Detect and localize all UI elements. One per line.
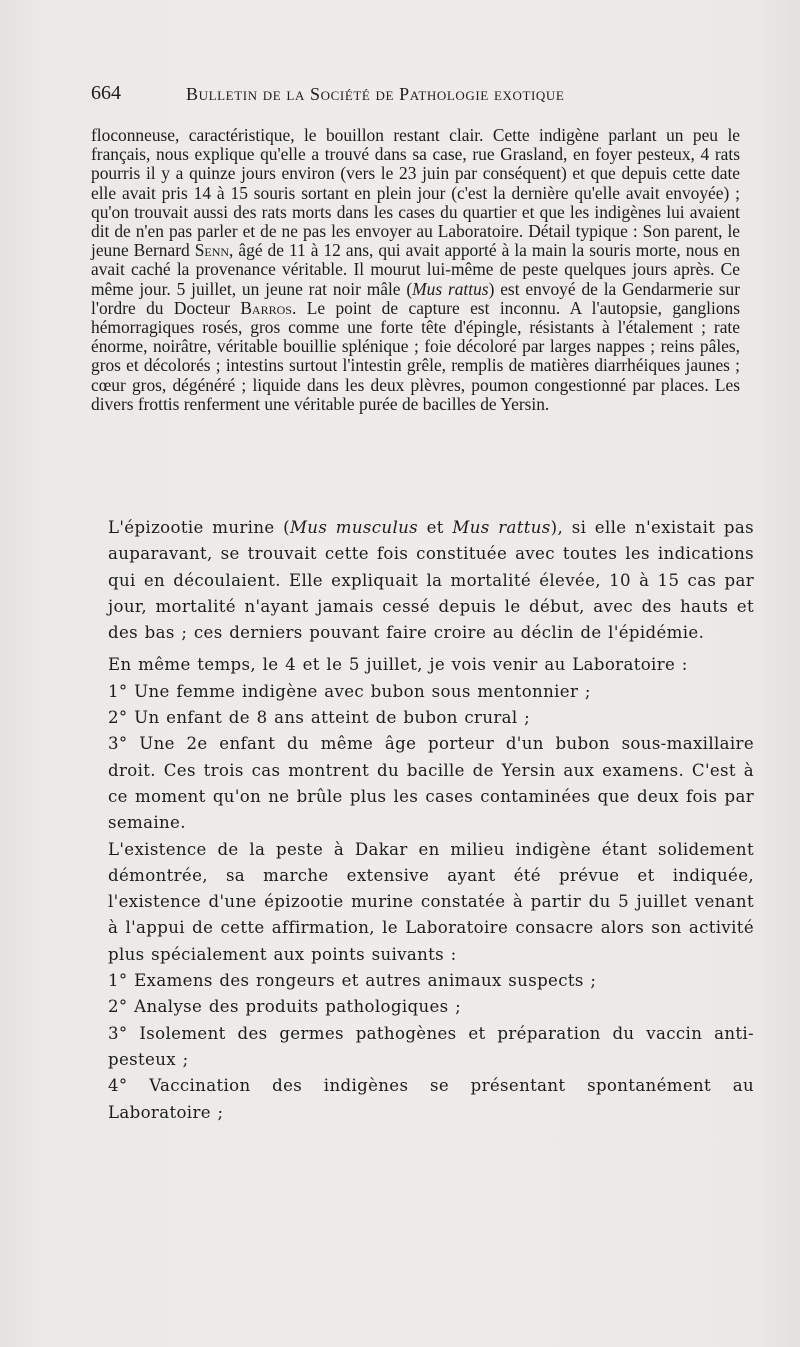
epizootie-paragraph: L'épizootie murine (Mus musculus et Mus rattus), si elle n'existait pas auparavant, se trouvait cette fois constituée avec toutes les indications qui en découlaient. Elle expliquait la mortalité élevée, 10 à 15 cas par jour, mortalité n'ayant jamais cessé depuis le début, avec des hauts et des bas ; ces derniers pouvant faire croire au déclin de l'épidémie. [108, 518, 754, 643]
activity-item: 4° Vaccination des indigènes se présentant spontanément au Laboratoire ; [108, 1076, 754, 1122]
page-number: 664 [91, 82, 121, 104]
person-name-senn: Senn [194, 240, 230, 261]
species-name: Mus rattus [412, 278, 489, 299]
laboratory-paragraph: L'existence de la peste à Dakar en milieu indigène étant solidement démontrée, sa marche extensive ayant été prévue et indiquée, l'existence d'une épizootie murine constatée à partir du 5 juillet venant à l'appui de cette affirmation, le Laboratoire consacre alors son activité plus spécialement aux points suivants : [108, 839, 754, 964]
page-header [91, 82, 661, 112]
main-text [108, 515, 754, 1126]
small-print-paragraph [91, 126, 740, 414]
case-report-text: floconneuse, caractéristique, le bouillon restant clair. Cette indigène parlant un peu le français, nous explique qu'elle a trouvé dans sa case, rue Grasland, en foyer pesteux, 4 rats pourris il y a quinze jours environ (vers le 23 juin par conséquent) et que depuis cette date elle avait pris 14 à 15 souris sortant en plein jour (c'est la dernière qu'elle avait envoyée) ; qu'on trouvait aussi des rats morts dans les cases du quartier et que les indigènes lui avaient dit de n'en pas parler et de ne pas les envoyer au Laboratoire. Détail typique : Son parent, le jeune Bernard Senn, âgé de 11 à 12 ans, qui avait apporté à la main la souris morte, nous en avait caché la provenance véritable. Il mourut lui-même de peste quelques jours après. Ce même jour. 5 juillet, un jeune rat noir mâle (Mus rattus) est envoyé de la Gendarmerie sur l'ordre du Docteur Barros. Le point de capture est inconnu. A l'autopsie, ganglions hémorragiques rosés, gros comme une forte tête d'épingle, résistants à l'étalement ; rate énorme, noirâtre, véritable bouillie splénique ; foie décoloré par larges nappes ; reins pâles, gros et décolorés ; intestins surtout l'intestin grêle, remplis de matières diarrhéiques jaunes ; cœur gros, dégénéré ; liquide dans les deux plèvres, poumon congestionné par places. Les divers frottis renferment une véritable purée de bacilles de Yersin. [91, 125, 740, 414]
cases-intro-paragraph: En même temps, le 4 et le 5 juillet, je vois venir au Laboratoire : [108, 655, 688, 675]
activity-item: 3° Isolement des germes pathogènes et préparation du vaccin anti-pesteux ; [108, 1023, 754, 1069]
case-item: 3° Une 2e enfant du même âge porteur d'un bubon sous-maxillaire droit. Ces trois cas montrent du bacille de Yersin aux examens. C'est à ce moment qu'on ne brûle plus les cases contaminées que deux fois par semaine. [108, 734, 754, 833]
species-name: Mus rattus [452, 518, 551, 537]
person-name-barros: Barros [240, 297, 292, 318]
activity-item: 2° Analyse des produits pathologiques ; [108, 997, 462, 1017]
case-item: 1° Une femme indigène avec bubon sous mentonnier ; [108, 681, 591, 701]
activity-item: 1° Examens des rongeurs et autres animaux suspects ; [108, 971, 597, 991]
case-item: 2° Un enfant de 8 ans atteint de bubon crural ; [108, 708, 531, 728]
running-title: Bulletin de la Société de Pathologie exotique [186, 84, 565, 104]
species-name: Mus musculus [289, 518, 419, 537]
